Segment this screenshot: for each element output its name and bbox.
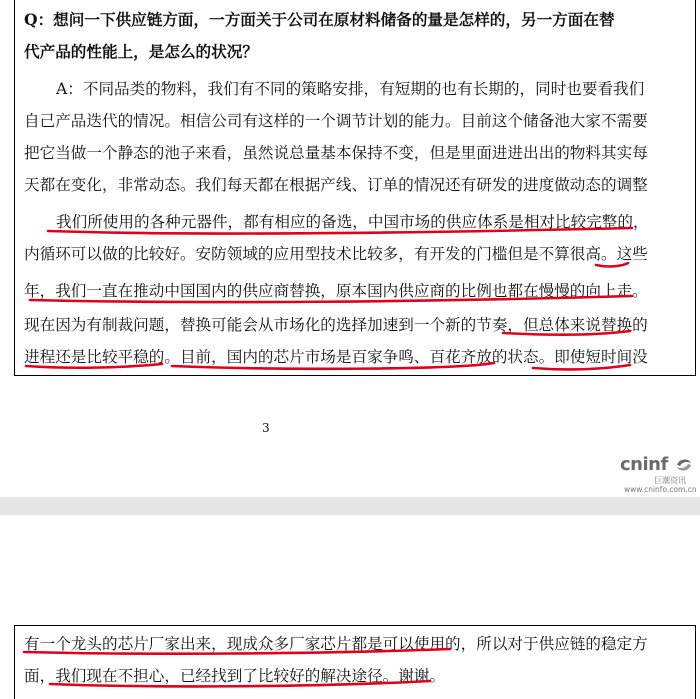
page-number: 3 xyxy=(262,421,270,435)
answer-line: 天都在变化，非常动态。我们每天都在根据产线、订单的情况还有研发的进度做动态的调整 xyxy=(24,176,648,194)
answer-line: 有一个龙头的芯片厂家出来，现成众多厂家芯片都是可以使用的，所以对于供应链的稳定方 xyxy=(24,635,648,653)
question-line-2: 代产品的性能上，是怎么的状况？ xyxy=(24,42,258,61)
answer-line: 我们所使用的各种元器件，都有相应的备选，中国市场的供应体系是相对比较完整的， xyxy=(56,213,649,231)
answer-line: A：不同品类的物料，我们有不同的策略安排，有短期的也有长期的，同时也要看我们 xyxy=(56,80,645,98)
question-line-1: Q：想问一下供应链方面，一方面关于公司在原材料储备的量是怎样的，另一方面在替 xyxy=(24,10,615,29)
watermark-url: www.cninfo.com.cn xyxy=(624,485,697,494)
answer-line: 内循环可以做的比较好。安防领域的应用型技术比较多，有开发的门槛但是不算很高。这些 xyxy=(24,245,648,263)
answer-line: 现在因为有制裁问题，替换可能会从市场化的选择加速到一个新的节奏，但总体来说替换的 xyxy=(24,316,648,334)
watermark-chinese-name: 巨潮资讯 xyxy=(654,476,686,485)
swirl-logo-icon xyxy=(675,456,693,474)
answer-line: 面，我们现在不担心，已经找到了比较好的解决途径。谢谢。 xyxy=(24,667,446,685)
answer-line: 自己产品迭代的情况。相信公司有这样的一个调节计划的能力。目前这个储备池大家不需要 xyxy=(24,112,648,130)
page-separator xyxy=(0,497,700,515)
cninfo-watermark xyxy=(620,454,696,494)
answer-line: 把它当做一个静态的池子来看，虽然说总量基本保持不变，但是里面进进出出的物料其实每 xyxy=(24,144,648,162)
answer-line: 进程还是比较平稳的。目前，国内的芯片市场是百家争鸣、百花齐放的状态。即使短时间没 xyxy=(24,348,648,366)
watermark-logo-text: cninf xyxy=(620,454,668,475)
answer-line: 年，我们一直在推动中国国内的供应商替换，原本国内供应商的比例也都在慢慢的向上走。 xyxy=(24,282,648,300)
